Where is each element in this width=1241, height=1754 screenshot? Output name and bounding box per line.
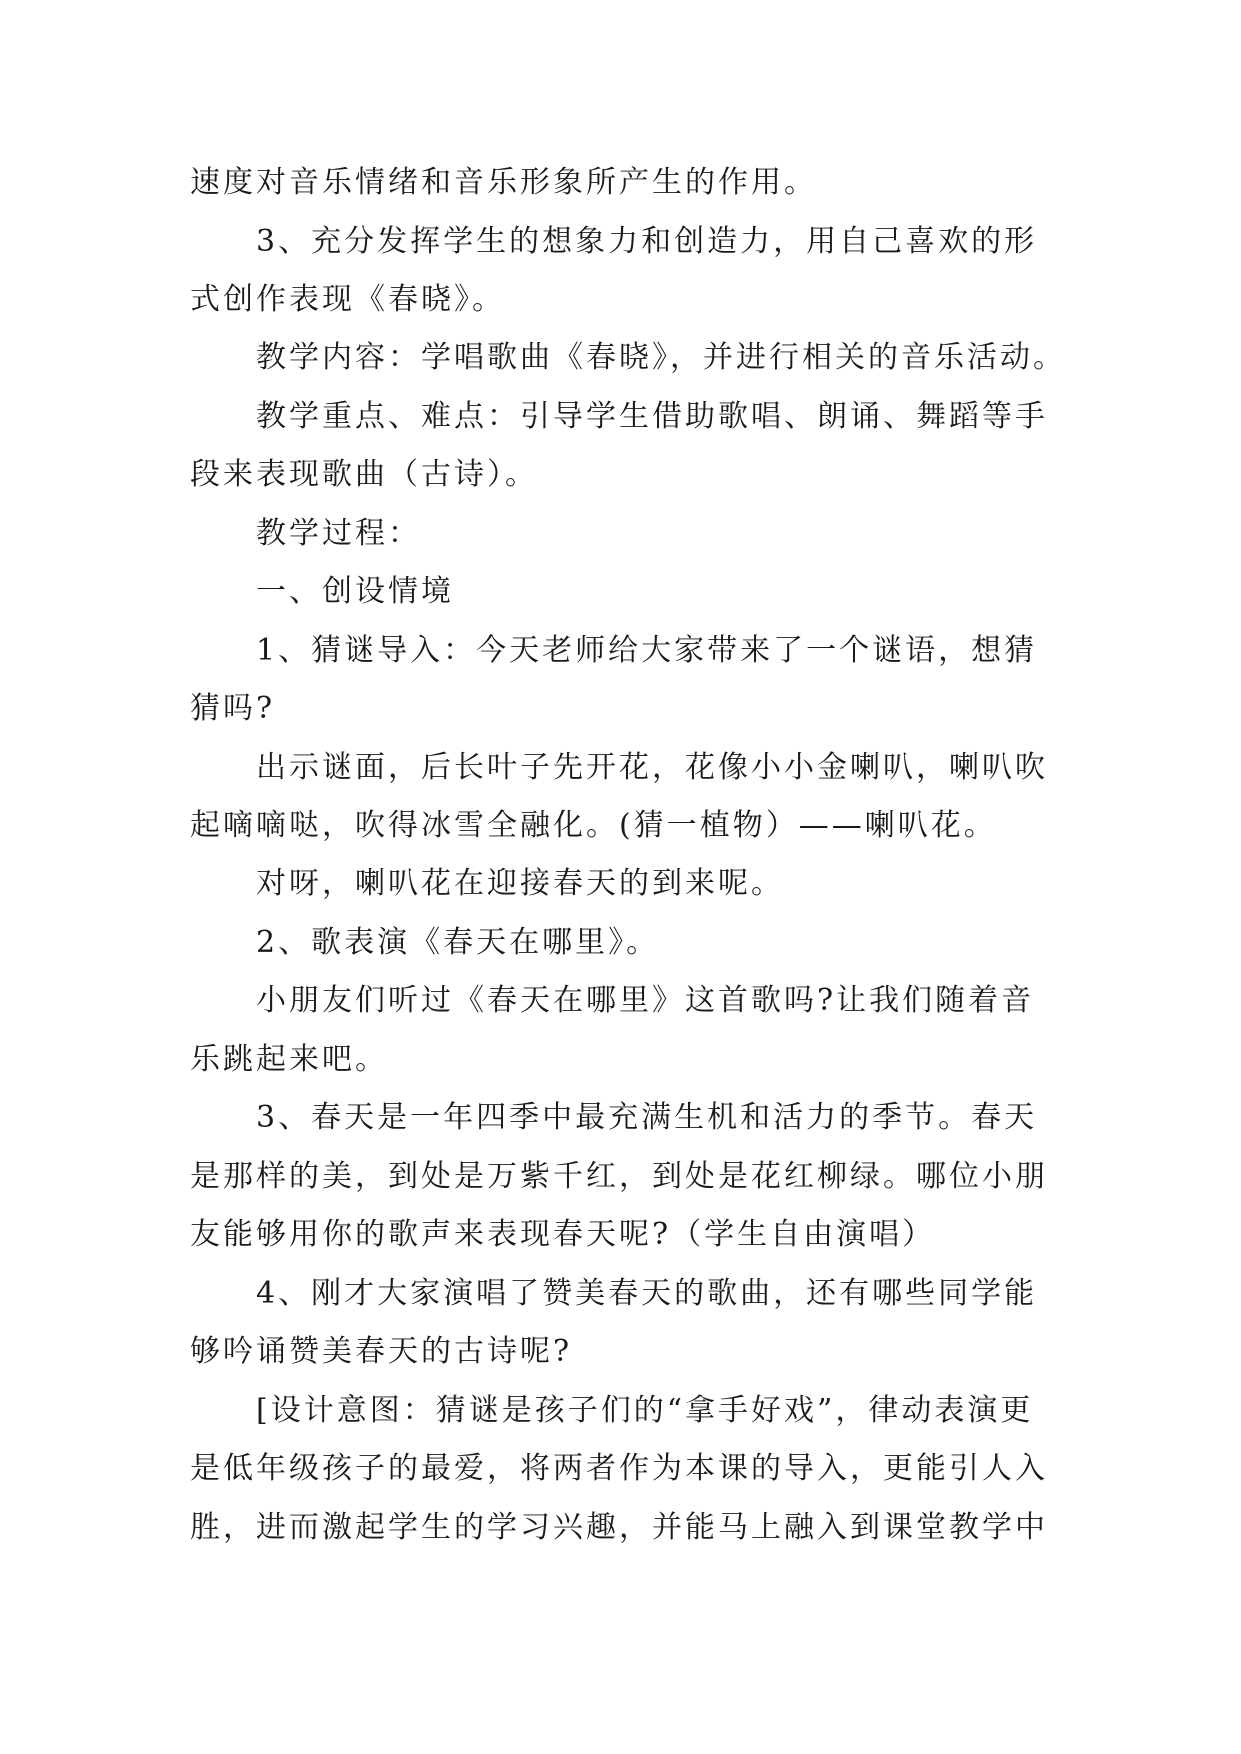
text-line: 是低年级孩子的最爱，将两者作为本课的导入，更能引人入 bbox=[190, 1451, 1048, 1486]
text-line: 友能够用你的歌声来表现春天呢?（学生自由演唱） bbox=[190, 1217, 936, 1252]
text-line: 教学重点、难点：引导学生借助歌唱、朗诵、舞蹈等手 bbox=[256, 399, 1048, 434]
text-line: 速度对音乐情绪和音乐形象所产生的作用。 bbox=[190, 165, 817, 200]
text-line: 对呀，喇叭花在迎接春天的到来呢。 bbox=[256, 866, 784, 901]
text-line: 3、充分发挥学生的想象力和创造力，用自己喜欢的形 bbox=[256, 224, 1038, 259]
text-line: 一、创设情境 bbox=[256, 574, 454, 609]
text-line: 猜吗? bbox=[190, 691, 276, 726]
text-line: 教学内容：学唱歌曲《春晓》，并进行相关的音乐活动。 bbox=[256, 340, 1066, 375]
text-line: 起嘀嘀哒，吹得冰雪全融化。(猜一植物）——喇叭花。 bbox=[190, 808, 997, 843]
text-line: 1、猜谜导入：今天老师给大家带来了一个谜语，想猜 bbox=[256, 633, 1038, 668]
text-line: 4、刚才大家演唱了赞美春天的歌曲，还有哪些同学能 bbox=[256, 1276, 1038, 1311]
text-line: 是那样的美，到处是万紫千红，到处是花红柳绿。哪位小朋 bbox=[190, 1159, 1048, 1194]
text-line: 教学过程： bbox=[256, 516, 421, 551]
text-line: 乐跳起来吧。 bbox=[190, 1042, 388, 1077]
text-line: 小朋友们听过《春天在哪里》这首歌吗?让我们随着音 bbox=[256, 983, 1035, 1018]
text-line: 3、春天是一年四季中最充满生机和活力的季节。春天 bbox=[256, 1100, 1038, 1135]
text-line: [设计意图：猜谜是孩子们的“拿手好戏”，律动表演更 bbox=[256, 1393, 1034, 1428]
text-line: 2、歌表演《春天在哪里》。 bbox=[256, 925, 660, 960]
text-line: 式创作表现《春晓》。 bbox=[190, 282, 505, 317]
text-line: 胜，进而激起学生的学习兴趣，并能马上融入到课堂教学中 bbox=[190, 1510, 1048, 1545]
text-line: 够吟诵赞美春天的古诗呢? bbox=[190, 1334, 573, 1369]
text-line: 出示谜面，后长叶子先开花，花像小小金喇叭，喇叭吹 bbox=[256, 750, 1048, 785]
text-line: 段来表现歌曲（古诗）。 bbox=[190, 457, 538, 492]
